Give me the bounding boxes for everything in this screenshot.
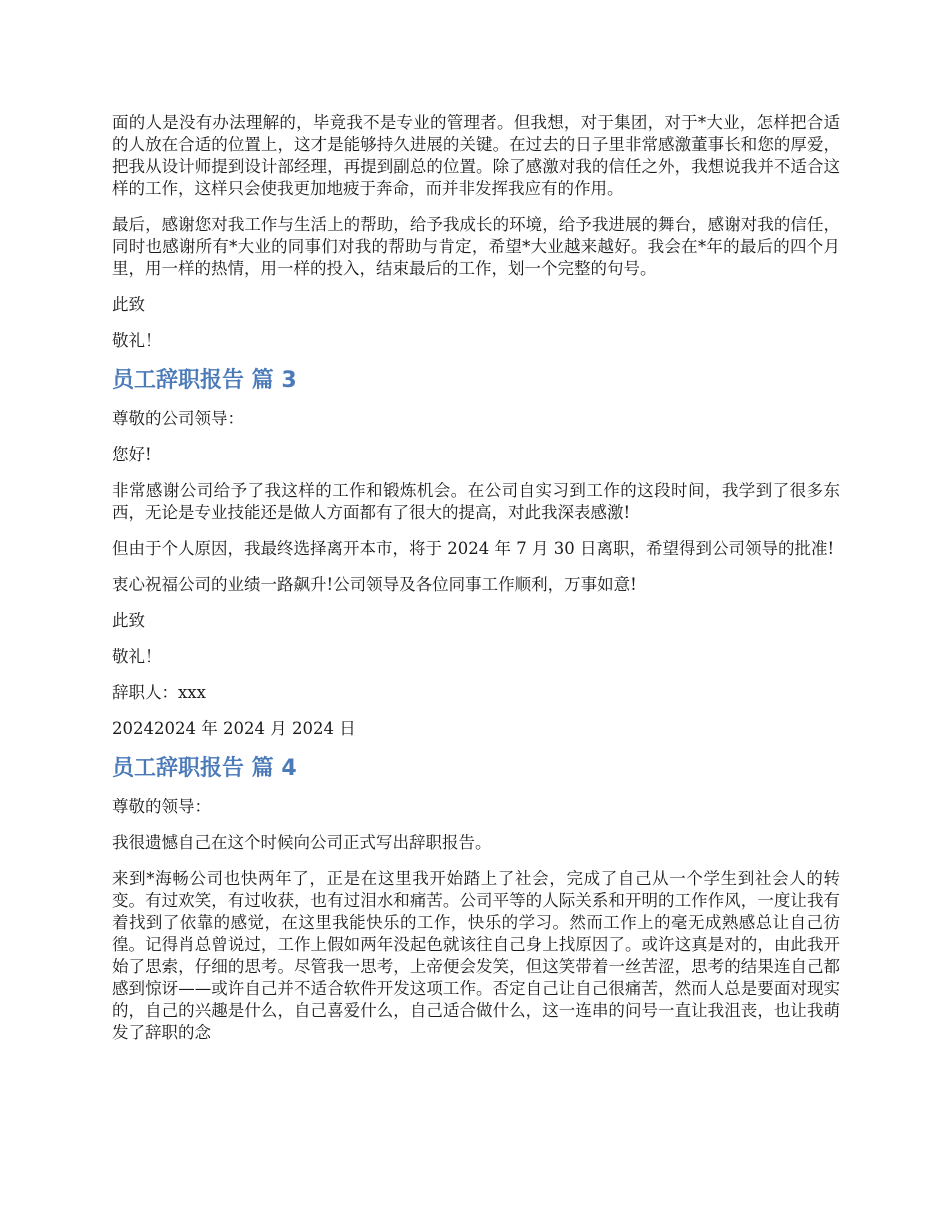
- paragraph: 面的人是没有办法理解的，毕竟我不是专业的管理者。但我想，对于集团，对于*大业，怎样把合适的人放在合适的位置上，这才是能够持久进展的关键。在过去的日子里非常感激董事长和您的厚爱，把我从设计师提到设计部经理，再提到副总的位置。除了感激对我的信任之外，我想说我并不适合这样的工作，这样只会使我更加地疲于奔命，而并非发挥我应有的作用。: [112, 113, 840, 198]
- paragraph: 最后，感谢您对我工作与生活上的帮助，给予我成长的环境，给予我进展的舞台，感谢对我的信任，同时也感谢所有*大业的同事们对我的帮助与肯定，希望*大业越来越好。我会在*年的最后的四个月里，用一样的热情，用一样的投入，结束最后的工作，划一个完整的句号。: [112, 215, 840, 278]
- section-heading-3: 员工辞职报告 篇 3: [112, 368, 297, 393]
- paragraph: 来到*海畅公司也快两年了，正是在这里我开始踏上了社会，完成了自己从一个学生到社会人的转变。有过欢笑，有过收获，也有过泪水和痛苦。公司平等的人际关系和开明的工作作风，一度让我有着找到了依靠的感觉，在这里我能快乐的工作，快乐的学习。然而工作上的毫无成熟感总让自己彷徨。记得肖总曾说过，工作上假如两年没起色就该往自己身上找原因了。或许这真是对的，由此我开始了思索，仔细的思考。尽管我一思考，上帝便会发笑，但这笑带着一丝苦涩，思考的结果连自己都感到惊讶——或许自己并不适合软件开发这项工作。否定自己让自己很痛苦，然而人总是要面对现实的，自己的兴趣是什么，自己喜爱什么，自己适合做什么，这一连串的问号一直让我沮丧，也让我萌发了辞职的念: [112, 869, 840, 1042]
- closing-line: 敬礼！: [112, 647, 162, 666]
- closing-line: 此致: [112, 611, 145, 630]
- paragraph: 我很遗憾自己在这个时候向公司正式写出辞职报告。: [112, 833, 492, 852]
- closing-line: 此致: [112, 295, 145, 314]
- paragraph: 非常感谢公司给予了我这样的工作和锻炼机会。在公司自实习到工作的这段时间，我学到了很多东西，无论是专业技能还是做人方面都有了很大的提高，对此我深表感激!: [112, 481, 840, 522]
- date-line: 20242024 年 2024 月 2024 日: [112, 719, 356, 738]
- document-page: [112, 112, 840, 1058]
- paragraph: 衷心祝福公司的业绩一路飙升!公司领导及各位同事工作顺利，万事如意!: [112, 575, 637, 594]
- salutation: 尊敬的领导：: [112, 797, 211, 816]
- section-heading-4: 员工辞职报告 篇 4: [112, 756, 297, 781]
- closing-line: 敬礼！: [112, 331, 162, 350]
- paragraph: 但由于个人原因，我最终选择离开本市，将于 2024 年 7 月 30 日离职，希望得到公司领导的批准!: [112, 539, 835, 558]
- greeting: 您好!: [112, 445, 152, 464]
- signature-line: 辞职人：xxx: [112, 683, 206, 702]
- salutation: 尊敬的公司领导：: [112, 409, 244, 428]
